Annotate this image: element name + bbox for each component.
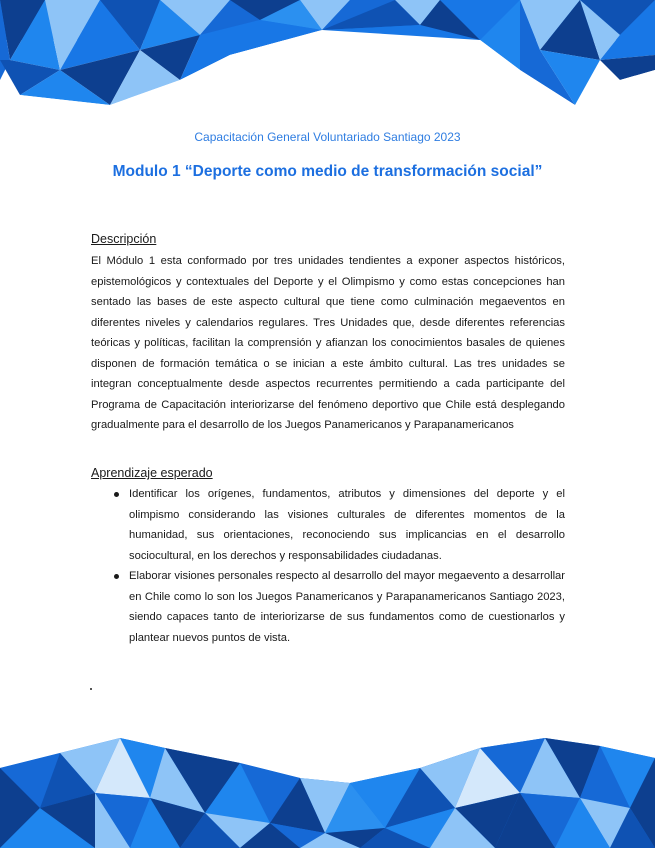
- descripcion-paragraph: El Módulo 1 esta conformado por tres unidades tendientes a exponer aspectos históricos, epistemológicos y contextuales del Deporte y el Olimpismo y como estas concepciones han sentado las bases de este aspecto cultural que tiene como culminación megaeventos en diferentes niveles y calendarios regulares. Tres Unidades que, desde diferentes referencias teóricas y políticas, facilitan la comprensión y afianzan los conocimientos basales de quienes disponen de formación temática o se inician a este ámbito cultural. Las tres unidades se integran conceptualmente desde aspectos recurrentes permitiendo a cada participante del Programa de Capacitación interiorizarse del fenómeno deportivo que Chile está desplegando gradualmente para el desarrollo de los Juegos Panamericanos y Parapanamericanos: [91, 255, 565, 431]
- module-title: Modulo 1 “Deporte como medio de transformación social”: [112, 163, 543, 180]
- bullet-icon: [114, 492, 119, 497]
- document-subtitle: Capacitación General Voluntariado Santiago 2023: [194, 130, 461, 144]
- list-item-text: Elaborar visiones personales respecto al desarrollo del mayor megaevento a desarrollar en Chile como lo son los Juegos Panamericanos y Parapanamericanos Santiago 2023, siendo capaces tanto de interiorizarse de sus fundamentos como de cuestionarlos y plantear nuevos puntos de vista.: [129, 570, 565, 644]
- list-item: [91, 566, 565, 648]
- bullet-icon: [114, 574, 119, 579]
- list-item: [91, 484, 565, 566]
- stray-dot: [90, 688, 92, 690]
- top-geometric-banner: [0, 0, 655, 110]
- aprendizaje-list: [91, 484, 565, 648]
- descripcion-heading: Descripción: [91, 232, 157, 246]
- bottom-geometric-banner: [0, 738, 655, 848]
- aprendizaje-heading: Aprendizaje esperado: [91, 466, 213, 480]
- list-item-text: Identificar los orígenes, fundamentos, atributos y dimensiones del deporte y el olimpismo considerando las visiones culturales de diferentes momentos de la humanidad, sus orientaciones, reconociendo sus implicancias en el desarrollo sociocultural, en los derechos y responsabilidades ciudadanas.: [129, 488, 565, 562]
